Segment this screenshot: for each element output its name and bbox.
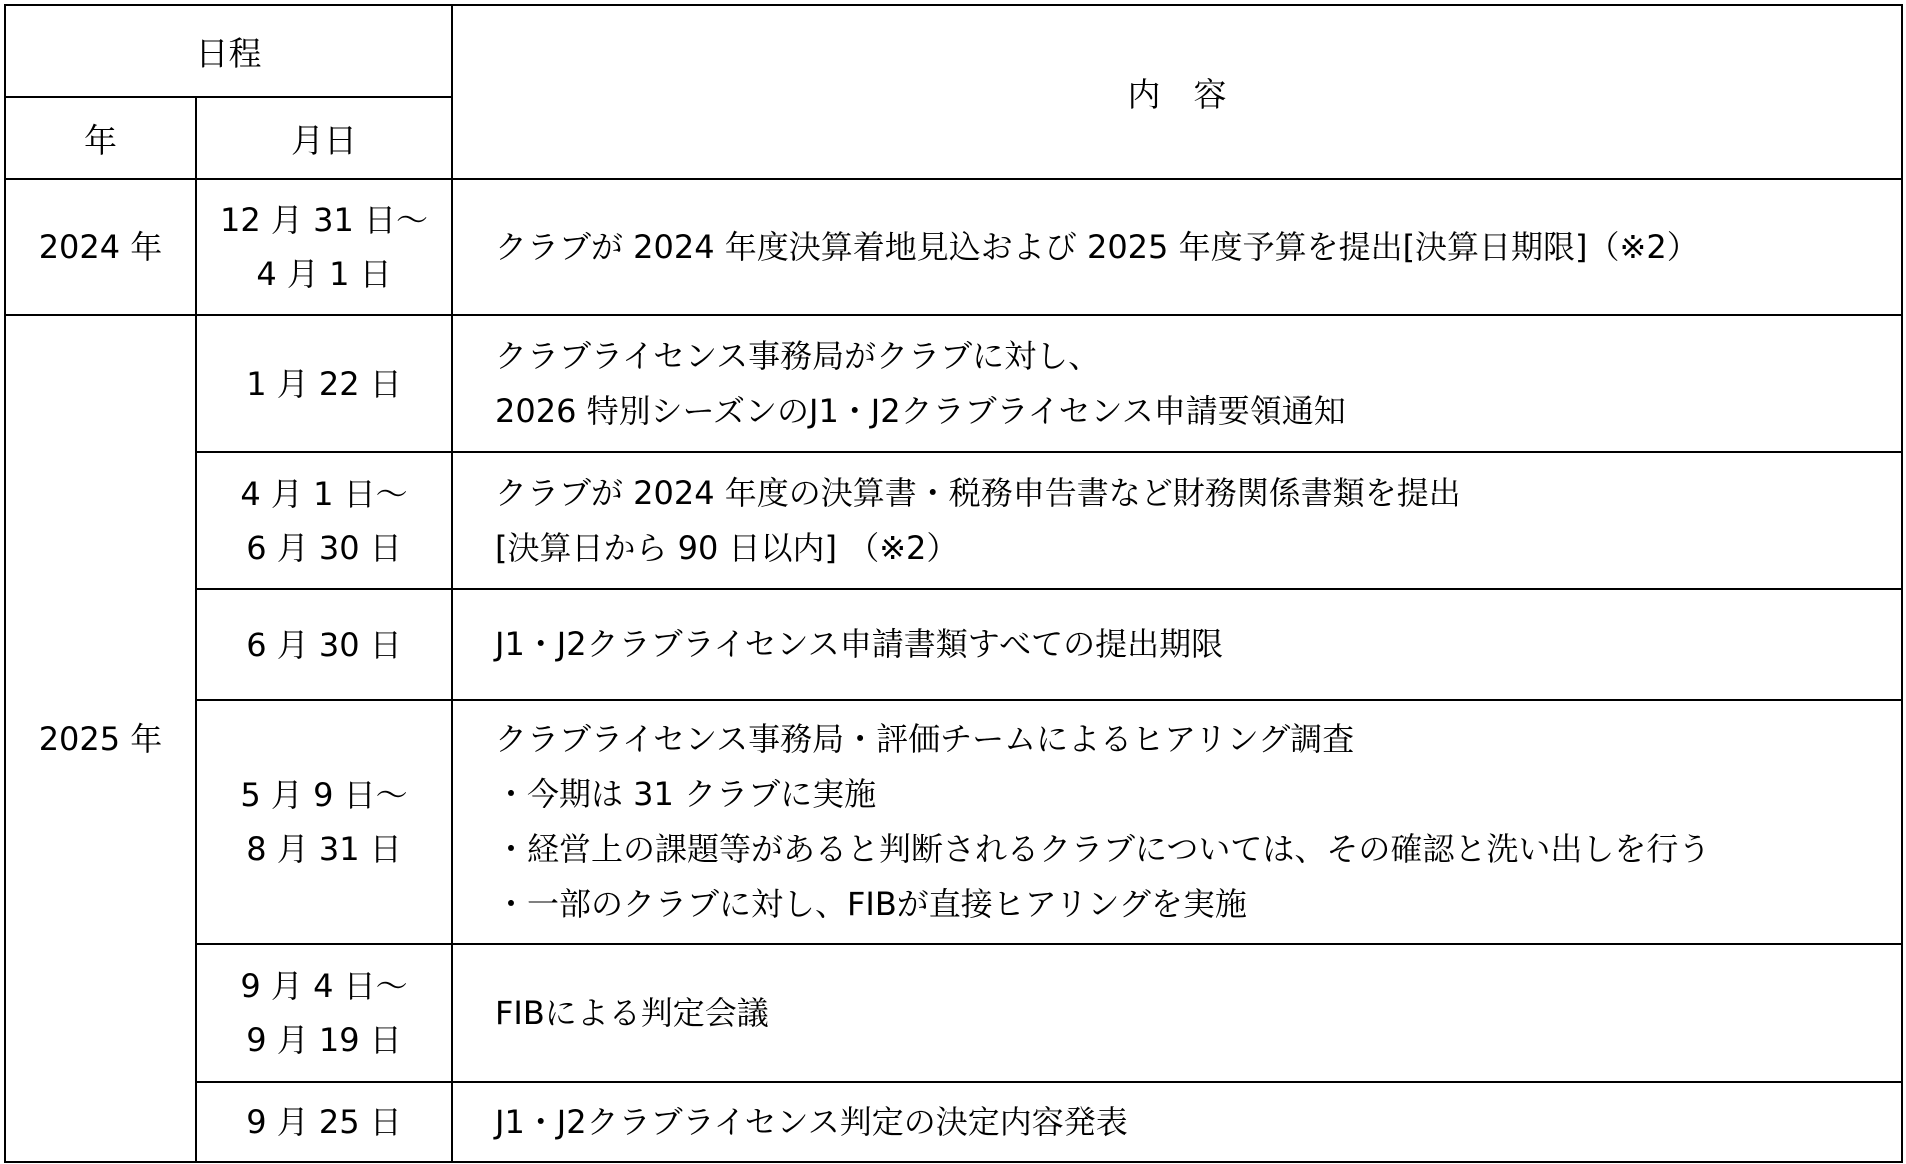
date-line: 9 月 25 日 — [246, 1103, 402, 1141]
date-line: 5 月 9 日～ — [240, 776, 408, 814]
content-line: FIBによる判定会議 — [495, 993, 769, 1032]
content-cell — [452, 589, 1902, 700]
header-month-day: 月日 — [196, 97, 452, 179]
header-content: 内 容 — [452, 5, 1902, 179]
date-cell — [196, 315, 452, 452]
date-line: 9 月 4 日～ — [240, 967, 408, 1005]
header-year: 年 — [5, 97, 196, 179]
content-line: J1・J2クラブライセンス判定の決定内容発表 — [495, 1102, 1128, 1141]
content-line: J1・J2クラブライセンス申請書類すべての提出期限 — [495, 625, 1224, 663]
date-line: 6 月 30 日 — [246, 625, 402, 664]
content-line: ・今期は 31 クラブに実施 — [495, 775, 877, 813]
date-cell — [196, 700, 452, 944]
table-row — [5, 700, 1902, 944]
content-cell — [452, 452, 1902, 589]
date-line: 4 月 1 日～ — [240, 474, 408, 513]
table-row — [5, 315, 1902, 452]
table-row — [5, 1082, 1902, 1162]
content-line: ・経営上の課題等があると判断されるクラブについては、その確認と洗い出しを行う — [495, 830, 1711, 868]
content-line: [決算日から 90 日以内] （※2） — [495, 528, 959, 567]
content-line: クラブが 2024 年度決算着地見込および 2025 年度予算を提出[決算日期限]（※2） — [495, 227, 1699, 266]
content-cell — [452, 179, 1902, 315]
year-cell: 2024 年 — [5, 179, 196, 315]
schedule-table — [4, 4, 1903, 1163]
content-line: クラブライセンス事務局がクラブに対し、 — [495, 336, 1101, 375]
date-line: 6 月 30 日 — [246, 528, 402, 567]
content-line: ・一部のクラブに対し、FIBが直接ヒアリングを実施 — [495, 885, 1247, 923]
year-cell: 2025 年 — [5, 315, 196, 1162]
date-line: 9 月 19 日 — [246, 1021, 402, 1059]
content-cell — [452, 1082, 1902, 1162]
content-line: クラブが 2024 年度の決算書・税務申告書など財務関係書類を提出 — [495, 473, 1461, 512]
content-cell — [452, 944, 1902, 1082]
header-schedule: 日程 — [5, 5, 452, 97]
content-line: 2026 特別シーズンのJ1・J2クラブライセンス申請要領通知 — [495, 391, 1346, 430]
date-cell — [196, 179, 452, 315]
date-line: 4 月 1 日 — [256, 255, 392, 293]
content-cell — [452, 700, 1902, 944]
date-cell — [196, 944, 452, 1082]
date-cell — [196, 589, 452, 700]
table-row — [5, 452, 1902, 589]
date-line: 8 月 31 日 — [246, 830, 402, 868]
date-cell — [196, 1082, 452, 1162]
date-cell — [196, 452, 452, 589]
table-row — [5, 589, 1902, 700]
table-row — [5, 944, 1902, 1082]
content-cell — [452, 315, 1902, 452]
date-line: 1 月 22 日 — [246, 364, 402, 403]
table-row — [5, 179, 1902, 315]
header-row-1 — [5, 5, 1902, 97]
content-line: クラブライセンス事務局・評価チームによるヒアリング調査 — [495, 720, 1355, 758]
date-line: 12 月 31 日～ — [220, 201, 428, 239]
